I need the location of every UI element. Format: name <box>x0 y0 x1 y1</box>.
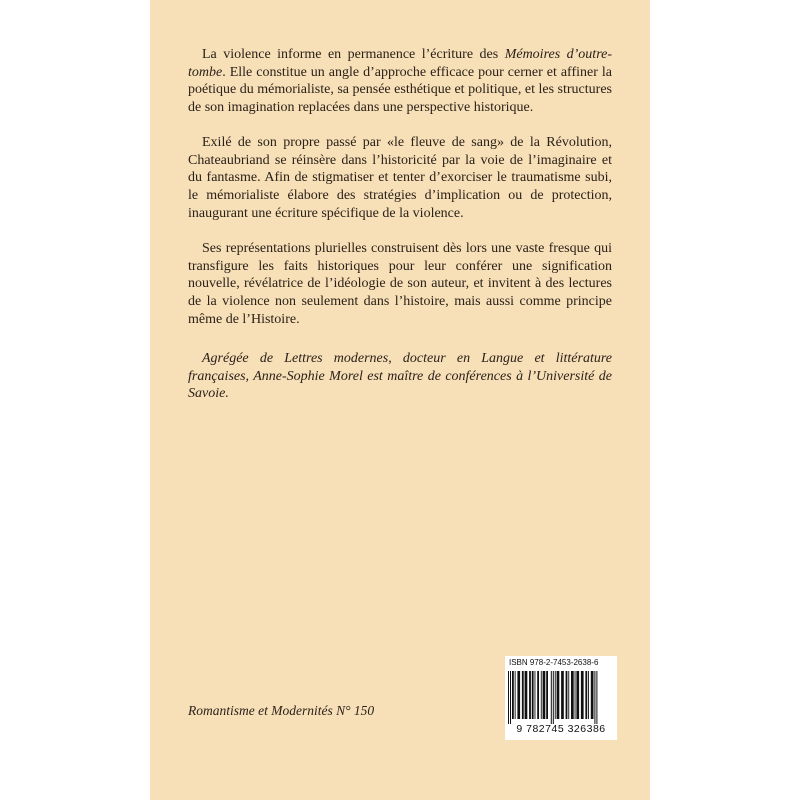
paragraph-1-run-1: La violence informe en permanence l’écriture des <box>202 47 505 62</box>
isbn-label: ISBN 978-2-7453-2638-6 <box>509 658 599 667</box>
blurb-paragraph-1 <box>188 46 612 117</box>
blurb-paragraph-2 <box>188 134 612 223</box>
barcode-image <box>507 671 615 724</box>
paragraph-3-run-1: Ses représentations plurielles construisent dès lors une vaste fresque qui transfigure les faits historiques pour leur conférer une signification nouvelle, révélatrice de l’idéologie de son auteur, et invitent à des lectures de la violence non seulement dans l’histoire, mais aussi comme principe même de l’Histoire. <box>188 241 612 327</box>
paragraph-2-run-1: Exilé de son propre passé par «le fleuve de sang» de la Révolution, Chateaubriand se réinsère dans l’historicité par la voie de l’imaginaire et du fantasme. Afin de stigmatiser et tenter d’exorciser le traumatisme subi, le mémorialiste élabore des stratégies d’implication ou de protection, inaugurant une écriture spécifique de la violence. <box>188 135 612 221</box>
author-bio: Agrégée de Lettres modernes, docteur en Langue et littérature françaises, Anne-Sophie Morel est maître de conférences à l’Université de Savoie. <box>188 351 612 402</box>
paragraph-1-run-2: Mémoires d’outre-tombe <box>188 47 612 80</box>
blurb-paragraph-3 <box>188 240 612 329</box>
barcode-digits: 9 782745 326386 <box>516 723 606 735</box>
back-cover <box>150 0 650 800</box>
series-title: Romantisme et Modernités N° 150 <box>188 703 375 718</box>
paragraph-1-run-3: . Elle constitue un angle d’approche efficace pour cerner et affiner la poétique du mémorialiste, sa pensée esthétique et politique, et les structures de son imagination replacées dans une perspective historique. <box>188 64 612 116</box>
isbn-barcode-block <box>505 656 617 740</box>
